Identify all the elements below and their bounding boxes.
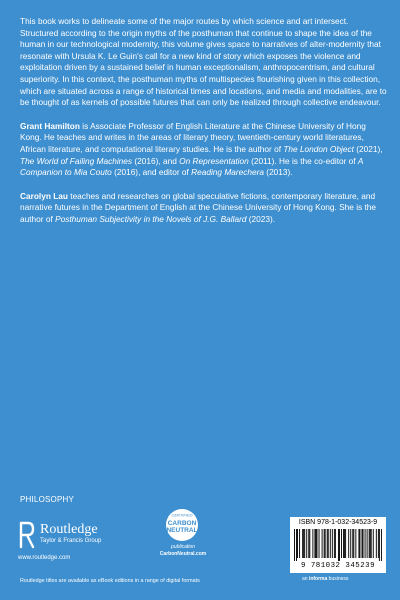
barcode-bar	[353, 529, 354, 558]
tagline-suffix: business	[327, 576, 349, 582]
barcode-bar	[325, 529, 326, 558]
barcode-bar	[294, 529, 295, 561]
author-name: Grant Hamilton	[20, 120, 80, 131]
bio-text: teaches and researches on global speculative fictions, contemporary literature, and narrative futures in the Department of English at the Chinese University of Hong Kong. She is the author of	[20, 190, 377, 224]
bio-text: (2023).	[246, 213, 276, 224]
bio-text: (2013).	[264, 167, 293, 178]
barcode-bar	[365, 529, 366, 558]
barcode-bar	[303, 529, 304, 558]
barcode-bar	[381, 529, 382, 561]
barcode	[294, 529, 382, 561]
barcode-bar	[299, 529, 300, 558]
barcode-bar	[344, 529, 345, 558]
bio-text: (2021),	[353, 143, 383, 154]
book-title: Reading Marechera	[191, 167, 264, 178]
barcode-bar	[296, 529, 297, 561]
barcode-bar	[370, 529, 371, 558]
informa-brand: informa	[308, 576, 328, 582]
barcode-bar	[359, 529, 360, 558]
bio-text: (2011). He is the co-editor of	[248, 155, 358, 166]
barcode-bar	[348, 529, 349, 558]
seal-top-text: CERTIFIED	[171, 512, 193, 518]
blurb-paragraph: This book works to delineate some of the major routes by which science and art intersect. Structured according to the origin myths of the posthuman that continue to shape the idea of the human in our technological modernity, this volume gives space to narratives of alter-modernity that resonate with Ursula K. Le Guin's call for a new kind of story which exposes the violence and exploitation driven by a sustained belief in human exceptionalism, anthropocentrism, and cultural superiority. In this context, the posthuman myths of multispecies flourishing given in this collection, which are situated across a range of historical times and locations, and media and modalities, are to be thought of as kernels of possible futures that can only be realized through collective endeavour.	[20, 16, 387, 108]
barcode-bar	[332, 529, 333, 558]
barcode-bar	[335, 529, 336, 558]
barcode-bar	[379, 529, 380, 561]
barcode-bar	[330, 529, 331, 558]
barcode-bar	[373, 529, 374, 558]
barcode-bar	[376, 529, 377, 558]
barcode-bar	[317, 529, 318, 558]
bio-text: (2016), and	[132, 155, 180, 166]
barcode-bar	[315, 529, 316, 558]
routledge-r-icon	[18, 521, 36, 549]
barcode-bar	[371, 529, 372, 558]
informa-tagline	[302, 576, 348, 582]
carbon-subtitle: publication	[171, 544, 195, 550]
barcode-bar	[324, 529, 325, 558]
barcode-bar	[327, 529, 328, 558]
author-bio-carolyn-lau	[20, 191, 388, 226]
publisher-name: Routledge	[40, 522, 98, 537]
carbon-neutral-seal-icon	[165, 508, 199, 542]
barcode-bar	[314, 529, 315, 558]
barcode-bar	[309, 529, 310, 558]
seal-line1-text: CARBON	[167, 520, 197, 527]
barcode-bar	[306, 529, 307, 558]
publisher-url: www.routledge.com	[18, 555, 71, 561]
barcode-bar	[338, 529, 339, 561]
tagline-prefix: an	[302, 576, 309, 582]
isbn-label: ISBN 978-1-032-34523-9	[298, 519, 378, 526]
isbn-barcode-box	[290, 517, 386, 573]
barcode-bar	[363, 529, 364, 558]
barcode-bar	[343, 529, 344, 558]
book-title: The World of Failing Machines	[20, 155, 133, 166]
barcode-bar	[355, 529, 356, 558]
author-bio-grant-hamilton	[20, 121, 388, 179]
barcode-bar	[341, 529, 342, 558]
barcode-bar	[319, 529, 320, 558]
barcode-bar	[339, 529, 340, 561]
barcode-bar	[367, 529, 368, 558]
barcode-digits: 9 781032 345239	[300, 562, 376, 570]
barcode-bar	[350, 529, 351, 558]
barcode-bar	[358, 529, 359, 558]
carbon-url: CarbonNeutral.com	[159, 551, 207, 557]
book-title: On Representation	[179, 155, 249, 166]
book-title: Posthuman Subjectivity in the Novels of J.G. Ballard	[55, 213, 247, 224]
carbon-neutral-badge	[155, 508, 211, 566]
subject-category: PHILOSOPHY	[20, 495, 75, 504]
barcode-bar	[308, 529, 309, 558]
seal-line2-text: NEUTRAL	[166, 527, 198, 534]
barcode-bar	[345, 529, 346, 558]
cover-text	[20, 16, 388, 238]
barcode-bar	[369, 529, 370, 558]
barcode-bar	[302, 529, 303, 558]
publisher-logo	[18, 521, 138, 561]
barcode-bar	[304, 529, 305, 558]
barcode-bar	[322, 529, 323, 558]
author-name: Carolyn Lau	[20, 190, 68, 201]
barcode-bar	[334, 529, 335, 558]
barcode-bar	[378, 529, 379, 558]
bio-text: is Associate Professor of English Literature at the Chinese University of Hong Kong. He teaches and writes in the areas of literary theory, twentieth-century world literatures, African literature, and computational literary studies. He is the author of	[20, 120, 366, 154]
barcode-bar	[297, 529, 298, 558]
barcode-bar	[362, 529, 363, 558]
ebook-note: Routledge titles are available as eBook editions in a range of digital formats	[20, 578, 200, 584]
publisher-group: Taylor & Francis Group	[40, 538, 102, 544]
bio-text: (2016), and editor of	[111, 167, 192, 178]
barcode-bar	[352, 529, 353, 558]
book-title: A Companion to Mia Couto	[20, 155, 364, 178]
barcode-bar	[328, 529, 329, 558]
book-title: The London Object	[283, 143, 354, 154]
barcode-bar	[312, 529, 313, 558]
